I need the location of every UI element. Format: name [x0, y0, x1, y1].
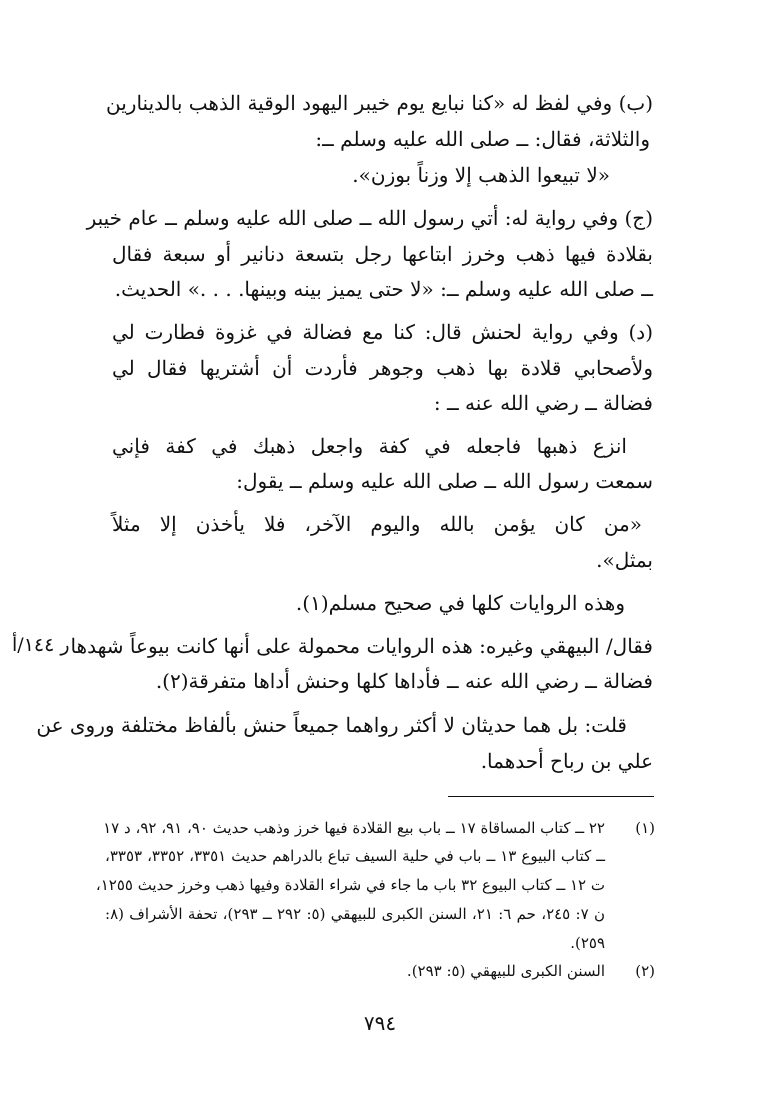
paragraph-d-line-4: انزع ذهبها فاجعله في كفة واجعل ذهبك في كفة فإني: [112, 434, 627, 458]
summary-line: وهذه الروايات كلها في صحيح مسلم(١).: [295, 591, 625, 615]
footnote-1-line-1: ٢٢ ــ كتاب المساقاة ١٧ ــ باب بيع القلادة فيها خرز وذهب حديث ٩٠، ٩١، ٩٢، د ١٧: [103, 819, 605, 837]
paragraph-d-line-6: «من كان يؤمن بالله واليوم الآخر، فلا يأخذن إلا مثلاً: [112, 512, 642, 536]
bayhaqi-line-2: فضالة ــ رضي الله عنه ــ فأداها كلها وحنش أداها متفرقة(٢).: [155, 669, 653, 693]
paragraph-d-line-5: سمعت رسول الله ــ صلى الله عليه وسلم ــ يقول:: [236, 469, 653, 493]
paragraph-b-line-3: «لا تبيعوا الذهب إلا وزناً بوزن».: [352, 163, 610, 187]
paragraph-j-line-2: بقلادة فيها ذهب وخرز ابتاعها رجل بتسعة دنانير أو سبعة فقال: [112, 242, 653, 266]
footnote-1-line-3: ت ١٢ ــ كتاب البيوع ٣٢ باب ما جاء في شراء القلادة وفيها ذهب وخرز حديث ١٢٥٥،: [95, 876, 605, 894]
margin-folio-note: ر ١٤٤/أ: [12, 634, 70, 656]
footnote-separator: [448, 796, 654, 797]
bayhaqi-line-1: فقال/ البيهقي وغيره: هذه الروايات محمولة على أنها كانت بيوعاً شهدها: [70, 634, 653, 658]
paragraph-j-line-1: (ج) وفي رواية له: أتي رسول الله ــ صلى الله عليه وسلم ــ عام خيبر: [86, 206, 653, 230]
footnote-1-line-5: ٢٥٩).: [570, 934, 605, 952]
paragraph-d-line-1: (د) وفي رواية لحنش قال: كنا مع فضالة في غزوة فطارت لي: [112, 320, 653, 344]
paragraph-b-line-2: والثلاثة، فقال: ــ صلى الله عليه وسلم ــ:: [315, 127, 650, 151]
qultu-line-1: قلت: بل هما حديثان لا أكثر رواهما جميعاً حنش بألفاظ مختلفة وروى عن: [36, 713, 627, 737]
paragraph-d-line-7: بمثل».: [596, 548, 653, 572]
footnote-2-marker: (٢): [635, 962, 655, 980]
paragraph-b-line-1: (ب) وفي لفظ له «كنا نبايع يوم خيبر اليهود الوقية الذهب بالدينارين: [106, 91, 653, 115]
footnote-2-line-1: السنن الكبرى للبيهقي (٥: ٢٩٣).: [406, 962, 605, 980]
page-number: ٧٩٤: [363, 1011, 397, 1035]
qultu-line-2: علي بن رباح أحدهما.: [480, 749, 653, 773]
paragraph-j-line-3: ــ صلى الله عليه وسلم ــ: «لا حتى يميز بينه وبينها. . . .» الحديث.: [114, 277, 653, 301]
footnote-1-line-2: ــ كتاب البيوع ١٣ ــ باب في حلية السيف تباع بالدراهم حديث ٣٣٥١، ٣٣٥٢، ٣٣٥٣،: [105, 847, 605, 865]
footnote-1-marker: (١): [635, 819, 655, 837]
footnote-1-line-4: ن ٧: ٢٤٥، حم ٦: ٢١، السنن الكبرى للبيهقي (٥: ٢٩٢ ــ ٢٩٣)، تحفة الأشراف (٨:: [105, 905, 606, 923]
paragraph-d-line-2: ولأصحابي قلادة بها ذهب وجوهر فأردت أن أشتريها فقال لي: [112, 356, 653, 380]
paragraph-d-line-3: فضالة ــ رضي الله عنه ــ :: [433, 391, 653, 415]
